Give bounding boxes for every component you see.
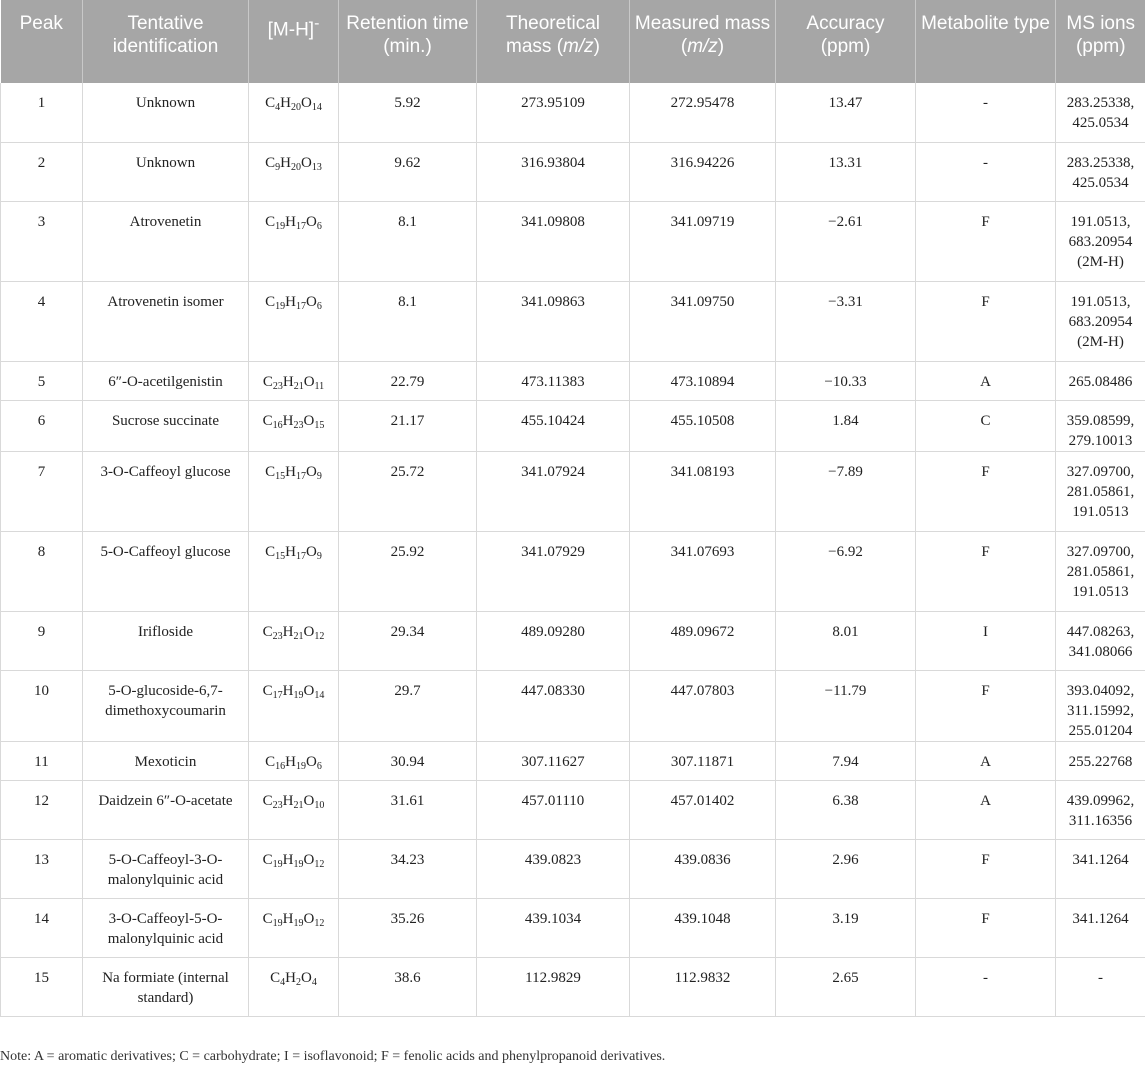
cell-retention-time: 25.92: [339, 531, 477, 611]
formula-count: 4: [280, 976, 286, 988]
cell-accuracy: 1.84: [776, 400, 916, 451]
cell-metabolite-type: F: [916, 451, 1056, 531]
cell-metabolite-type: A: [916, 361, 1056, 400]
cell-ms-ions: 341.1264: [1056, 839, 1145, 898]
cell-peak: 9: [1, 611, 83, 670]
cell-accuracy: 3.19: [776, 898, 916, 957]
cell-retention-time: 31.61: [339, 780, 477, 839]
header-theoretical-mass: Theoretical mass (m/z): [477, 0, 630, 83]
cell-measured-mass: 455.10508: [630, 400, 776, 451]
cell-peak: 15: [1, 957, 83, 1016]
table-row: [1, 361, 1145, 400]
header-measured-mass: Measured mass (m/z): [630, 0, 776, 83]
cell-theoretical-mass: 439.1034: [477, 898, 630, 957]
molecular-formula: [265, 153, 322, 173]
formula-element: H: [285, 543, 296, 560]
cell-retention-time: 34.23: [339, 839, 477, 898]
cell-formula: [249, 201, 339, 281]
formula-element: C: [265, 95, 276, 111]
cell-theoretical-mass: 489.09280: [477, 611, 630, 670]
cell-formula: [249, 670, 339, 741]
formula-element: C: [265, 154, 276, 171]
formula-element: O: [306, 753, 317, 770]
cell-formula: [249, 142, 339, 201]
cell-metabolite-type: A: [916, 741, 1056, 780]
cell-metabolite-type: F: [916, 201, 1056, 281]
cell-identification: Unknown: [83, 83, 249, 142]
cell-retention-time: 21.17: [339, 400, 477, 451]
cell-metabolite-type: I: [916, 611, 1056, 670]
formula-count: 12: [314, 917, 325, 929]
formula-count: 16: [272, 419, 283, 431]
formula-element: O: [303, 851, 315, 868]
formula-element: C: [262, 373, 273, 390]
formula-element: H: [285, 753, 296, 770]
formula-element: O: [303, 792, 315, 809]
cell-measured-mass: 341.08193: [630, 451, 776, 531]
formula-count: 12: [314, 630, 325, 642]
formula-count: 17: [296, 300, 306, 312]
formula-count: 20: [291, 161, 301, 173]
header-accuracy: Accuracy (ppm): [776, 0, 916, 83]
formula-element: H: [282, 623, 294, 640]
cell-identification: 5-O-Caffeoyl glucose: [83, 531, 249, 611]
header-tentative-identification: Tentative identification: [83, 0, 249, 83]
cell-retention-time: 5.92: [339, 83, 477, 142]
header-metabolite-type: Metabolite type: [916, 0, 1056, 83]
cell-theoretical-mass: 457.01110: [477, 780, 630, 839]
formula-element: C: [265, 753, 276, 770]
header-retention-time: Retention time (min.): [339, 0, 477, 83]
cell-peak: 5: [1, 361, 83, 400]
cell-identification: Atrovenetin: [83, 201, 249, 281]
cell-theoretical-mass: 341.09863: [477, 281, 630, 361]
formula-element: C: [262, 623, 273, 640]
cell-identification: Sucrose succinate: [83, 400, 249, 451]
cell-accuracy: 13.47: [776, 83, 916, 142]
molecular-formula: [265, 212, 322, 232]
cell-theoretical-mass: 341.07929: [477, 531, 630, 611]
formula-count: 21: [293, 630, 304, 642]
formula-element: C: [262, 412, 273, 429]
formula-count: 15: [314, 419, 325, 431]
cell-retention-time: 30.94: [339, 741, 477, 780]
table-row: [1, 957, 1145, 1016]
cell-ms-ions: 447.08263, 341.08066: [1056, 611, 1145, 670]
formula-element: C: [262, 792, 273, 809]
formula-count: 23: [272, 799, 283, 811]
formula-count: 6: [316, 760, 322, 772]
formula-count: 14: [314, 689, 325, 701]
cell-measured-mass: 341.09750: [630, 281, 776, 361]
cell-measured-mass: 112.9832: [630, 957, 776, 1016]
cell-peak: 12: [1, 780, 83, 839]
cell-formula: [249, 400, 339, 451]
formula-count: 23: [293, 419, 304, 431]
formula-element: H: [285, 463, 296, 480]
formula-element: C: [262, 851, 273, 868]
formula-count: 17: [296, 470, 306, 482]
molecular-formula: [263, 622, 325, 642]
table-row: [1, 451, 1145, 531]
formula-count: 17: [296, 220, 306, 232]
formula-element: H: [285, 969, 296, 986]
cell-formula: [249, 839, 339, 898]
cell-retention-time: 35.26: [339, 898, 477, 957]
formula-element: H: [285, 293, 296, 310]
cell-identification: Na formiate (internal standard): [83, 957, 249, 1016]
cell-theoretical-mass: 273.95109: [477, 83, 630, 142]
table-row: [1, 741, 1145, 780]
cell-metabolite-type: A: [916, 780, 1056, 839]
table-row: [1, 898, 1145, 957]
formula-count: 19: [275, 300, 286, 312]
cell-formula: [249, 451, 339, 531]
table-row: [1, 83, 1145, 142]
formula-count: 11: [314, 380, 325, 392]
formula-element: H: [280, 154, 291, 171]
cell-retention-time: 8.1: [339, 201, 477, 281]
cell-retention-time: 38.6: [339, 957, 477, 1016]
cell-formula: [249, 281, 339, 361]
cell-metabolite-type: F: [916, 670, 1056, 741]
formula-count: 15: [275, 550, 286, 562]
molecular-formula: [263, 850, 325, 870]
cell-theoretical-mass: 455.10424: [477, 400, 630, 451]
formula-count: 19: [293, 689, 304, 701]
table-body: [1, 83, 1145, 1016]
cell-retention-time: 9.62: [339, 142, 477, 201]
formula-count: 9: [275, 161, 281, 173]
formula-count: 4: [275, 102, 281, 113]
formula-element: C: [262, 910, 273, 927]
formula-count: 4: [311, 976, 317, 988]
cell-identification: Unknown: [83, 142, 249, 201]
cell-metabolite-type: F: [916, 531, 1056, 611]
formula-element: O: [301, 969, 312, 986]
cell-formula: [249, 611, 339, 670]
formula-count: 6: [316, 220, 322, 232]
cell-ms-ions: 283.25338, 425.0534: [1056, 142, 1145, 201]
cell-peak: 7: [1, 451, 83, 531]
cell-retention-time: 8.1: [339, 281, 477, 361]
cell-accuracy: 2.96: [776, 839, 916, 898]
formula-element: O: [303, 412, 315, 429]
formula-count: 2: [296, 976, 301, 988]
cell-ms-ions: 255.22768: [1056, 741, 1145, 780]
formula-element: C: [265, 293, 276, 310]
cell-measured-mass: 272.95478: [630, 83, 776, 142]
cell-retention-time: 29.34: [339, 611, 477, 670]
cell-metabolite-type: F: [916, 898, 1056, 957]
formula-element: O: [301, 95, 312, 111]
formula-element: O: [306, 293, 317, 310]
cell-measured-mass: 341.07693: [630, 531, 776, 611]
formula-count: 12: [314, 858, 325, 870]
cell-formula: [249, 957, 339, 1016]
formula-element: O: [303, 910, 315, 927]
table-row: [1, 780, 1145, 839]
cell-theoretical-mass: 112.9829: [477, 957, 630, 1016]
cell-retention-time: 25.72: [339, 451, 477, 531]
cell-formula: [249, 361, 339, 400]
formula-count: 13: [311, 161, 322, 173]
formula-element: H: [282, 373, 294, 390]
formula-count: 19: [275, 220, 286, 232]
cell-accuracy: −2.61: [776, 201, 916, 281]
formula-element: H: [282, 682, 294, 699]
cell-peak: 3: [1, 201, 83, 281]
cell-identification: Irifloside: [83, 611, 249, 670]
formula-element: O: [303, 623, 315, 640]
formula-count: 17: [296, 550, 306, 562]
formula-count: 19: [293, 917, 304, 929]
cell-ms-ions: -: [1056, 957, 1145, 1016]
formula-element: O: [303, 682, 315, 699]
molecular-formula: [263, 411, 325, 431]
cell-measured-mass: 439.1048: [630, 898, 776, 957]
formula-element: O: [306, 543, 317, 560]
formula-element: O: [301, 154, 312, 171]
cell-measured-mass: 447.07803: [630, 670, 776, 741]
cell-measured-mass: 457.01402: [630, 780, 776, 839]
cell-formula: [249, 898, 339, 957]
molecular-formula: [263, 681, 325, 701]
cell-identification: Mexoticin: [83, 741, 249, 780]
cell-measured-mass: 489.09672: [630, 611, 776, 670]
cell-theoretical-mass: 341.07924: [477, 451, 630, 531]
molecular-formula: [270, 968, 317, 988]
molecular-formula: [263, 372, 324, 392]
formula-element: C: [270, 969, 281, 986]
cell-peak: 14: [1, 898, 83, 957]
table-row: [1, 670, 1145, 741]
cell-metabolite-type: C: [916, 400, 1056, 451]
cell-metabolite-type: -: [916, 957, 1056, 1016]
formula-count: 6: [316, 300, 322, 312]
cell-ms-ions: 439.09962, 311.16356: [1056, 780, 1145, 839]
formula-element: H: [285, 213, 296, 230]
formula-count: 19: [296, 760, 306, 772]
formula-element: C: [265, 543, 276, 560]
molecular-formula: [265, 93, 322, 113]
molecular-formula: [263, 791, 325, 811]
molecular-formula: [265, 462, 322, 482]
formula-element: H: [282, 792, 294, 809]
formula-count: 20: [291, 102, 301, 113]
cell-ms-ions: 191.0513, 683.20954 (2M-H): [1056, 201, 1145, 281]
cell-theoretical-mass: 316.93804: [477, 142, 630, 201]
table-row: [1, 839, 1145, 898]
cell-measured-mass: 439.0836: [630, 839, 776, 898]
formula-count: 21: [293, 380, 304, 392]
cell-accuracy: −6.92: [776, 531, 916, 611]
formula-count: 9: [316, 470, 322, 482]
molecular-formula: [265, 292, 322, 312]
header-m-h: [M-H]-: [249, 0, 339, 83]
cell-peak: 13: [1, 839, 83, 898]
formula-element: C: [265, 213, 276, 230]
cell-peak: 2: [1, 142, 83, 201]
cell-identification: Atrovenetin isomer: [83, 281, 249, 361]
formula-count: 10: [314, 799, 325, 811]
formula-count: 15: [275, 470, 286, 482]
cell-retention-time: 22.79: [339, 361, 477, 400]
cell-accuracy: 8.01: [776, 611, 916, 670]
cell-peak: 1: [1, 83, 83, 142]
molecular-formula: [265, 752, 322, 772]
cell-ms-ions: 327.09700, 281.05861, 191.0513: [1056, 531, 1145, 611]
molecular-formula: [265, 542, 322, 562]
cell-formula: [249, 83, 339, 142]
formula-count: 14: [311, 102, 322, 113]
formula-element: H: [280, 95, 291, 111]
formula-element: H: [282, 851, 294, 868]
table-row: [1, 531, 1145, 611]
cell-ms-ions: 283.25338, 425.0534: [1056, 83, 1145, 142]
cell-formula: [249, 780, 339, 839]
header-row: [1, 0, 1145, 83]
table-note: Note: A = aromatic derivatives; C = carbohydrate; I = isoflavonoid; F = fenolic acids and phenylpropanoid derivatives.: [0, 1049, 666, 1064]
header-peak: Peak: [1, 0, 83, 83]
molecular-formula: [263, 909, 325, 929]
formula-count: 9: [316, 550, 322, 562]
formula-count: 23: [272, 380, 283, 392]
formula-element: O: [303, 373, 315, 390]
cell-ms-ions: 265.08486: [1056, 361, 1145, 400]
cell-formula: [249, 531, 339, 611]
cell-ms-ions: 393.04092, 311.15992, 255.01204: [1056, 670, 1145, 741]
formula-count: 19: [272, 858, 283, 870]
cell-theoretical-mass: 473.11383: [477, 361, 630, 400]
cell-measured-mass: 316.94226: [630, 142, 776, 201]
cell-accuracy: −11.79: [776, 670, 916, 741]
cell-peak: 10: [1, 670, 83, 741]
cell-accuracy: 6.38: [776, 780, 916, 839]
formula-element: C: [262, 682, 273, 699]
cell-measured-mass: 473.10894: [630, 361, 776, 400]
cell-measured-mass: 341.09719: [630, 201, 776, 281]
formula-element: H: [282, 910, 294, 927]
cell-identification: 5-O-glucoside-6,7-dimethoxycoumarin: [83, 670, 249, 741]
formula-count: 23: [272, 630, 283, 642]
cell-accuracy: 13.31: [776, 142, 916, 201]
cell-metabolite-type: -: [916, 83, 1056, 142]
cell-identification: Daidzein 6″-O-acetate: [83, 780, 249, 839]
cell-identification: 3-O-Caffeoyl-5-O-malonylquinic acid: [83, 898, 249, 957]
cell-peak: 4: [1, 281, 83, 361]
cell-peak: 8: [1, 531, 83, 611]
formula-count: 19: [293, 858, 304, 870]
cell-identification: 6″-O-acetilgenistin: [83, 361, 249, 400]
cell-peak: 11: [1, 741, 83, 780]
formula-element: H: [282, 412, 294, 429]
cell-metabolite-type: F: [916, 281, 1056, 361]
cell-retention-time: 29.7: [339, 670, 477, 741]
cell-ms-ions: 341.1264: [1056, 898, 1145, 957]
formula-count: 16: [275, 760, 286, 772]
cell-theoretical-mass: 439.0823: [477, 839, 630, 898]
table-row: [1, 400, 1145, 451]
formula-count: 21: [293, 799, 304, 811]
cell-metabolite-type: -: [916, 142, 1056, 201]
header-ms-ions: MS ions (ppm): [1056, 0, 1145, 83]
cell-accuracy: 7.94: [776, 741, 916, 780]
cell-accuracy: −3.31: [776, 281, 916, 361]
cell-theoretical-mass: 307.11627: [477, 741, 630, 780]
cell-identification: 3-O-Caffeoyl glucose: [83, 451, 249, 531]
table-row: [1, 611, 1145, 670]
cell-metabolite-type: F: [916, 839, 1056, 898]
cell-ms-ions: 359.08599, 279.10013: [1056, 400, 1145, 451]
cell-theoretical-mass: 447.08330: [477, 670, 630, 741]
cell-ms-ions: 327.09700, 281.05861, 191.0513: [1056, 451, 1145, 531]
cell-peak: 6: [1, 400, 83, 451]
formula-count: 19: [272, 917, 283, 929]
cell-accuracy: −10.33: [776, 361, 916, 400]
cell-formula: [249, 741, 339, 780]
table-row: [1, 201, 1145, 281]
cell-accuracy: −7.89: [776, 451, 916, 531]
formula-element: O: [306, 213, 317, 230]
formula-element: O: [306, 463, 317, 480]
formula-element: C: [265, 463, 276, 480]
cell-accuracy: 2.65: [776, 957, 916, 1016]
table-row: [1, 142, 1145, 201]
cell-measured-mass: 307.11871: [630, 741, 776, 780]
table-row: [1, 281, 1145, 361]
cell-ms-ions: 191.0513, 683.20954 (2M-H): [1056, 281, 1145, 361]
formula-count: 17: [272, 689, 283, 701]
cell-theoretical-mass: 341.09808: [477, 201, 630, 281]
cell-identification: 5-O-Caffeoyl-3-O-malonylquinic acid: [83, 839, 249, 898]
